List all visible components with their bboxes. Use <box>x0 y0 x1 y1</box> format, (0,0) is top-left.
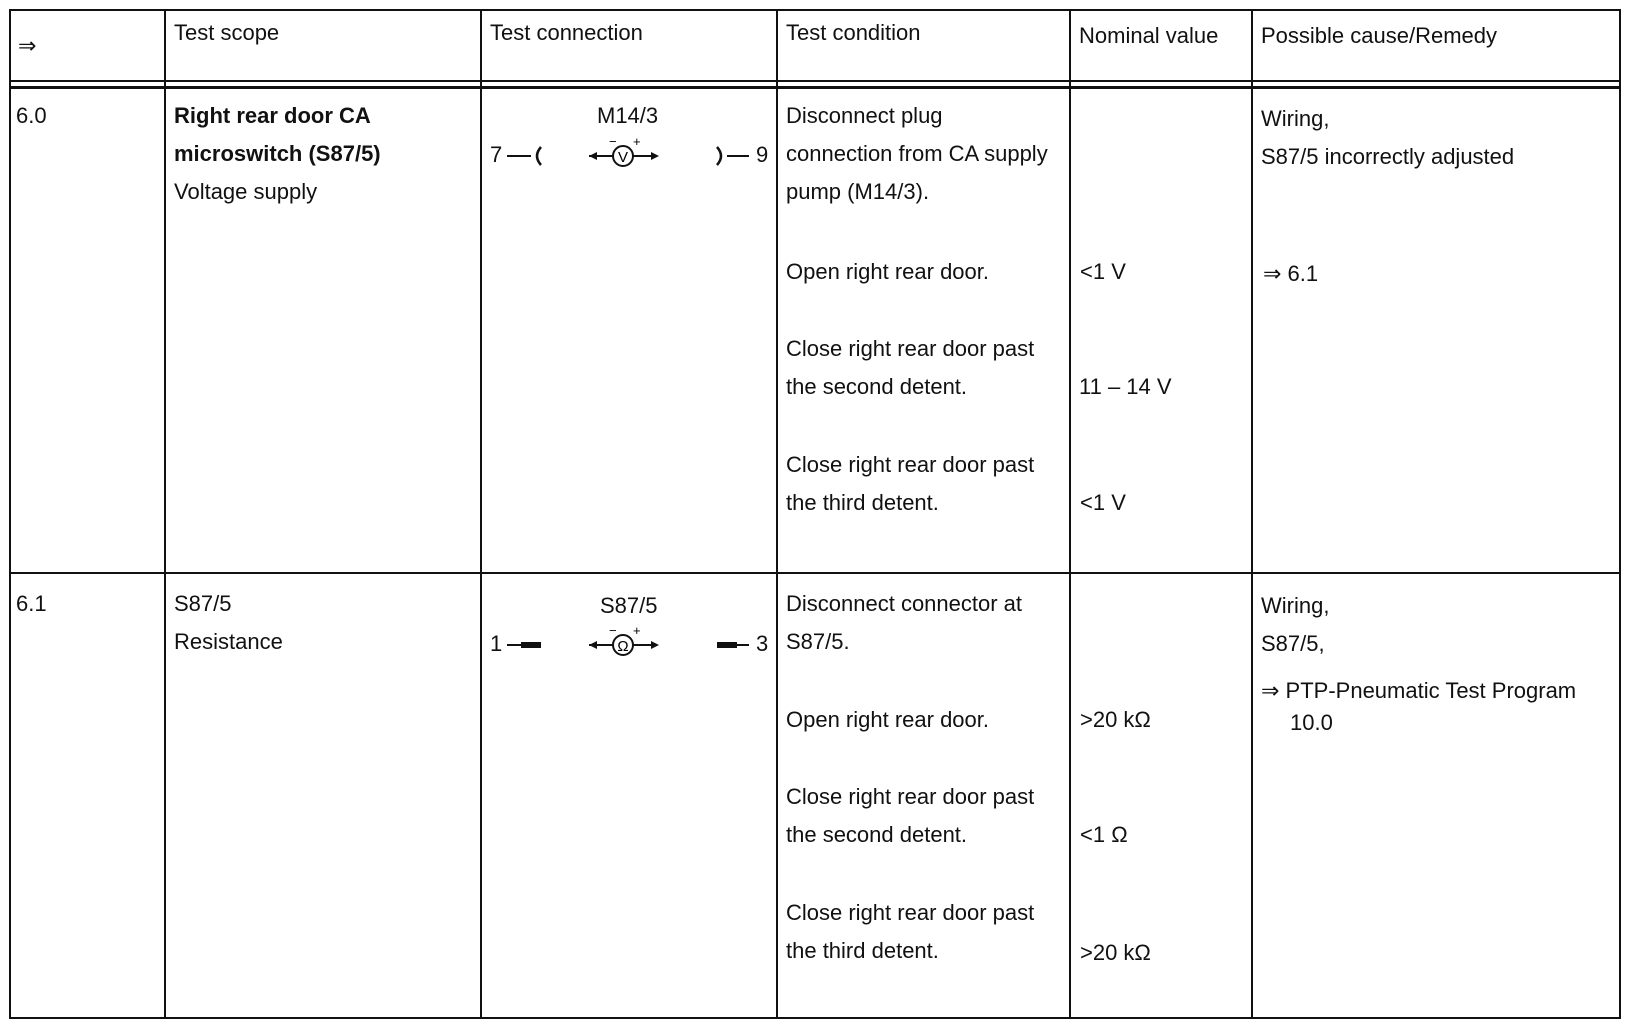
ohmmeter-connection-diagram <box>503 624 765 664</box>
condition-text: Close right rear door past <box>786 452 1035 477</box>
meter-plus: + <box>633 135 641 149</box>
remedy-reference: ⇒ 6.1 <box>1263 261 1319 286</box>
connection-pin-left: 1 <box>490 631 503 656</box>
connection-pin-left: 7 <box>490 142 503 167</box>
meter-symbol-ohm: Ω <box>617 638 629 655</box>
connection-component: S87/5 <box>600 593 658 618</box>
condition-text: the second detent. <box>786 374 968 399</box>
row-id: 6.0 <box>16 103 47 128</box>
column-divider <box>1251 9 1253 1019</box>
scope-subtitle: Resistance <box>174 629 283 654</box>
meter-minus: − <box>609 135 617 149</box>
nominal-value: <1 Ω <box>1080 822 1128 847</box>
remedy-text: S87/5, <box>1261 631 1325 656</box>
column-divider <box>164 9 166 1019</box>
column-divider <box>776 9 778 1019</box>
remedy-reference-target: 10.0 <box>1290 710 1333 735</box>
row-divider <box>9 572 1621 574</box>
scope-subtitle: Voltage supply <box>174 179 318 204</box>
header-possible-cause: Possible cause/Remedy <box>1261 23 1498 48</box>
condition-text: Disconnect plug <box>786 103 943 128</box>
column-divider <box>480 9 482 1019</box>
meter-symbol-v: V <box>617 149 629 166</box>
remedy-text: Wiring, <box>1261 593 1330 618</box>
voltmeter-connection-diagram <box>503 135 765 175</box>
header-nominal-value: Nominal value <box>1079 23 1219 48</box>
nominal-value: <1 V <box>1080 259 1126 284</box>
condition-text: connection from CA supply <box>786 141 1048 166</box>
nominal-value: >20 kΩ <box>1080 940 1151 965</box>
nominal-value: <1 V <box>1080 490 1126 515</box>
header-divider-thick <box>9 86 1621 89</box>
header-divider <box>9 80 1621 82</box>
condition-text: Open right rear door. <box>786 259 990 284</box>
condition-text: Close right rear door past <box>786 900 1035 925</box>
header-test-connection: Test connection <box>490 20 643 45</box>
meter-plus: + <box>633 624 641 638</box>
header-arrow: ⇒ <box>18 33 37 58</box>
row-id: 6.1 <box>16 591 47 616</box>
connection-component: M14/3 <box>597 103 659 128</box>
condition-text: S87/5. <box>786 629 850 654</box>
condition-text: the third detent. <box>786 938 939 963</box>
remedy-reference: ⇒ PTP-Pneumatic Test Program <box>1261 678 1577 703</box>
column-divider <box>1069 9 1071 1019</box>
scope-title: Right rear door CA <box>174 103 371 128</box>
condition-text: Open right rear door. <box>786 707 990 732</box>
header-test-scope: Test scope <box>174 20 280 45</box>
scope-title: S87/5 <box>174 591 232 616</box>
scope-title: microswitch (S87/5) <box>174 141 381 166</box>
header-test-condition: Test condition <box>786 20 921 45</box>
remedy-text: Wiring, <box>1261 106 1330 131</box>
condition-text: the third detent. <box>786 490 939 515</box>
condition-text: the second detent. <box>786 822 968 847</box>
condition-text: Close right rear door past <box>786 784 1035 809</box>
nominal-value: 11 – 14 V <box>1079 374 1172 399</box>
condition-text: Disconnect connector at <box>786 591 1023 616</box>
condition-text: pump (M14/3). <box>786 179 930 204</box>
connection-pin-right: 9 <box>756 142 769 167</box>
condition-text: Close right rear door past <box>786 336 1035 361</box>
nominal-value: >20 kΩ <box>1080 707 1151 732</box>
meter-minus: − <box>609 624 617 638</box>
remedy-text: S87/5 incorrectly adjusted <box>1261 144 1515 169</box>
connection-pin-right: 3 <box>756 631 769 656</box>
